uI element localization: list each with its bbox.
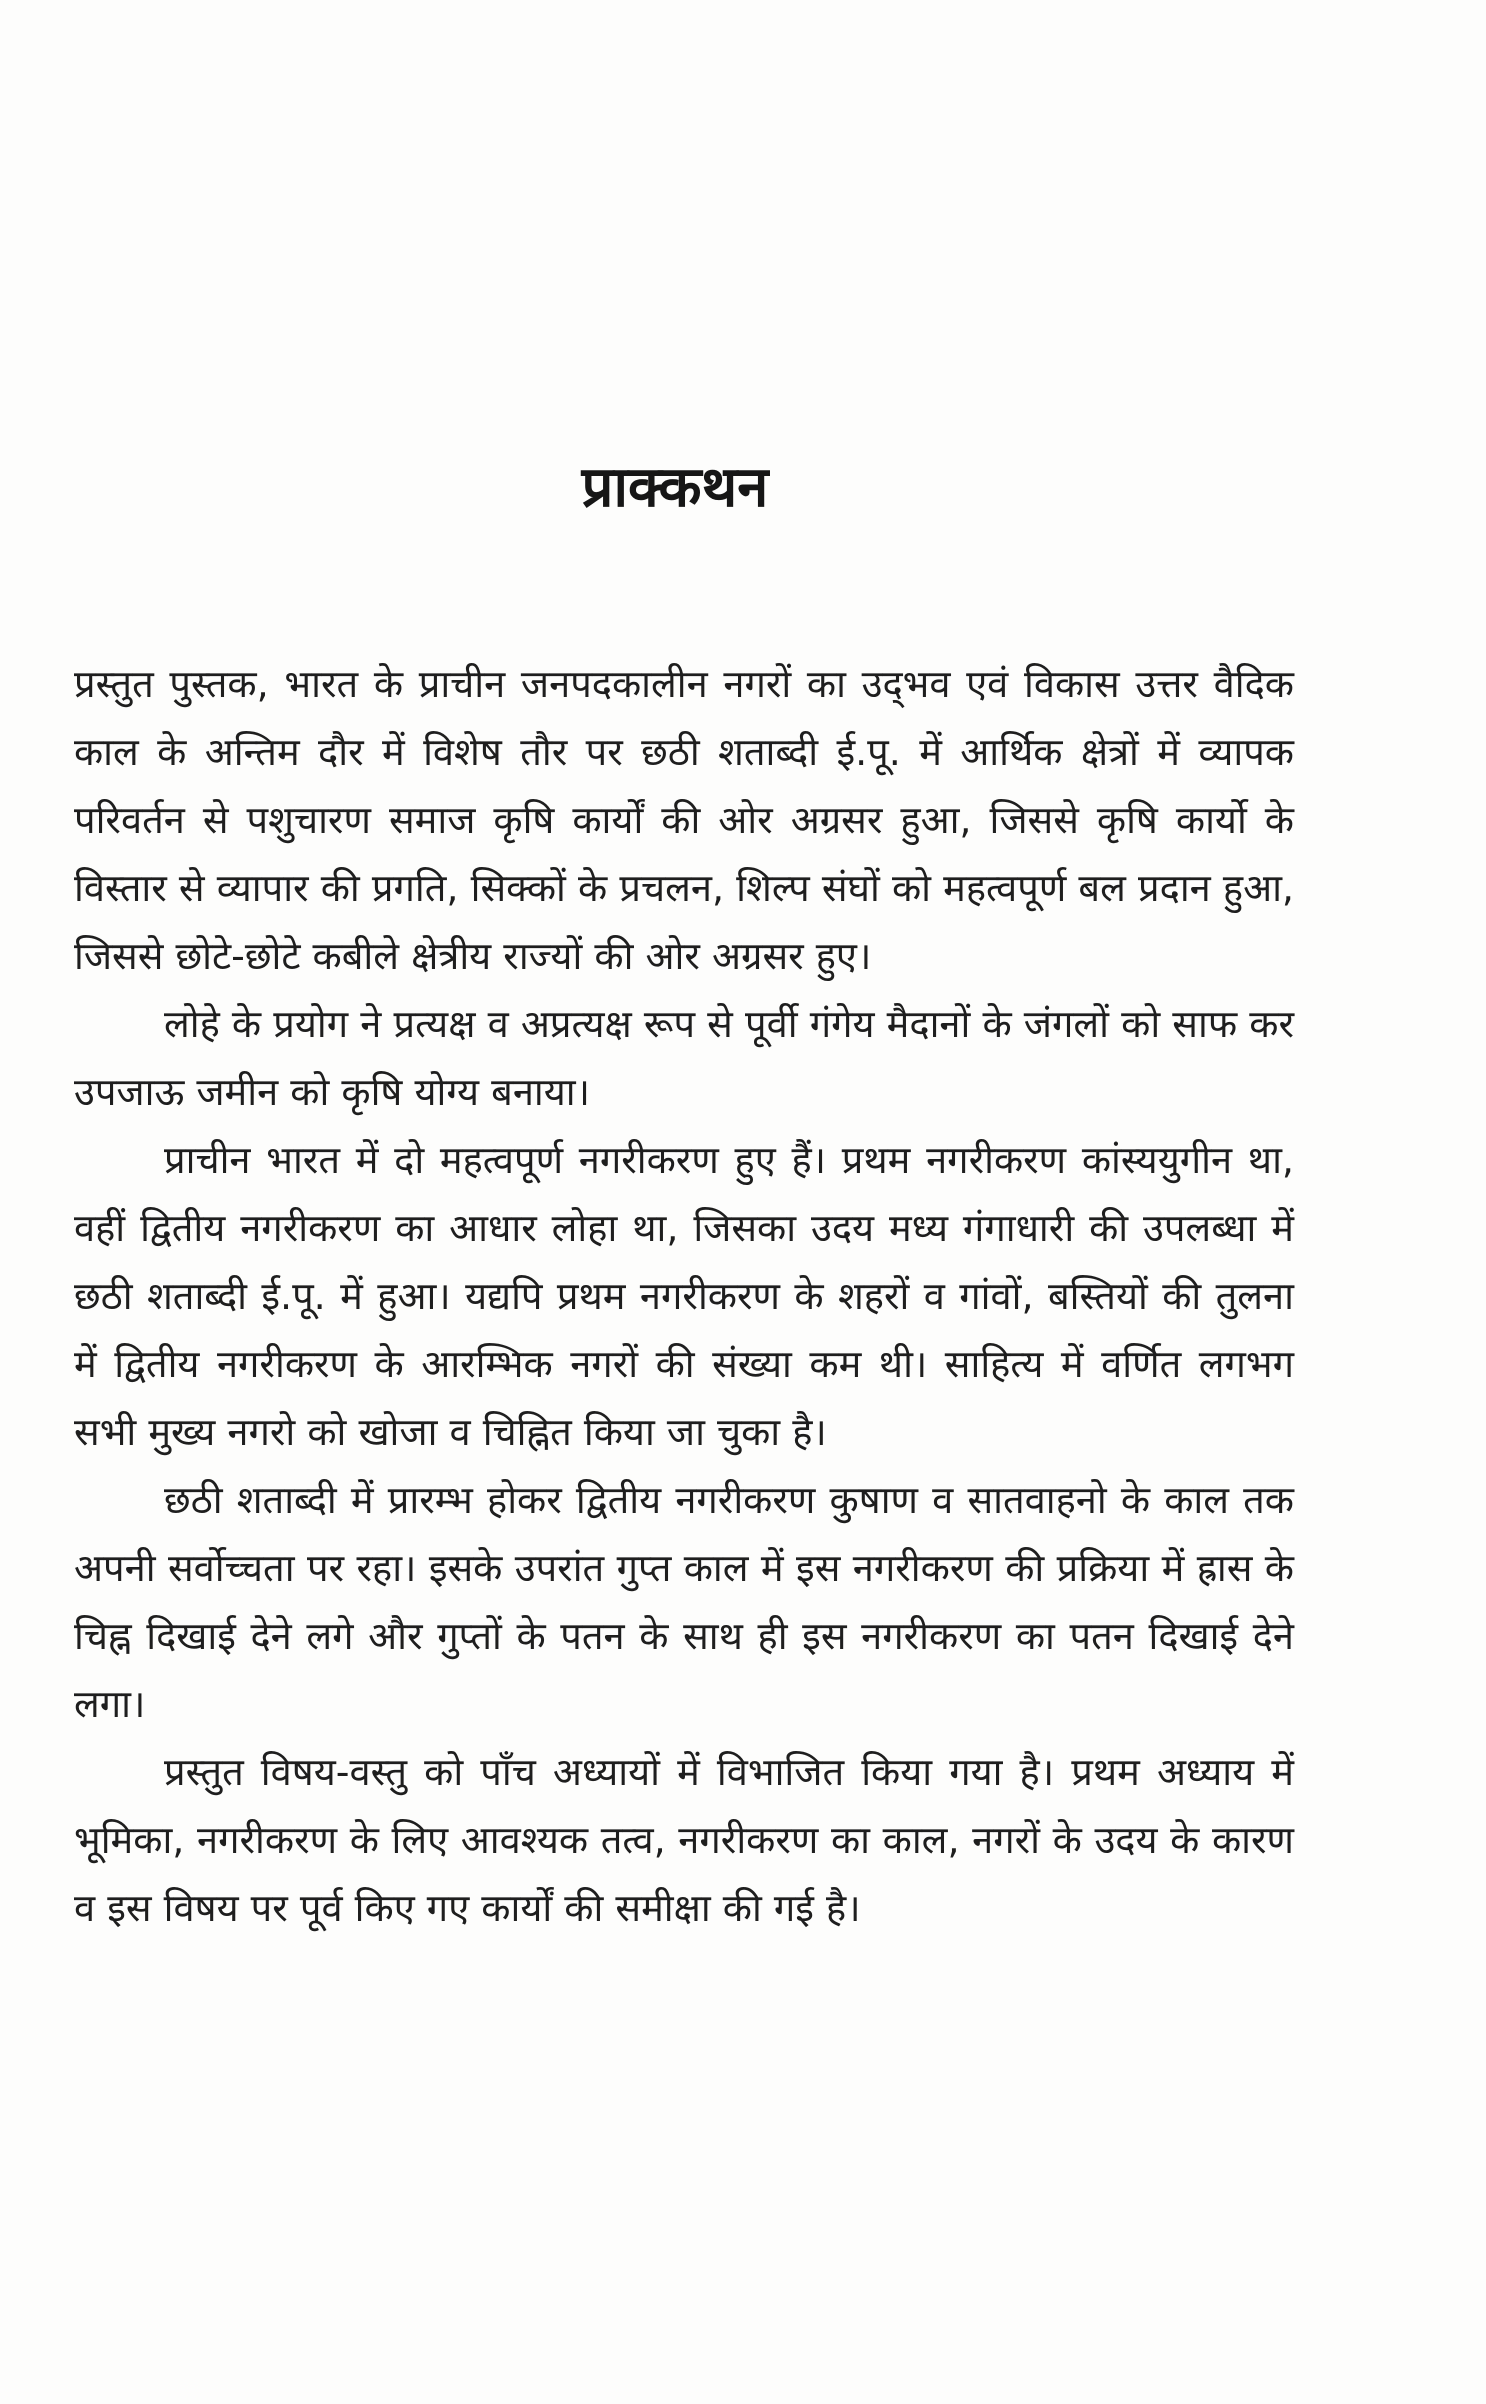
paragraph: छठी शताब्दी में प्रारम्भ होकर द्वितीय नगरीकरण कुषाण व सातवाहनो के काल तक अपनी सर्वोच्चता पर रहा। इसके उपरांत गुप्त काल में इस नगरीकरण की प्रक्रिया में ह्रास के चिह्न दिखाई देने लगे और गुप्तों के पतन के साथ ही इस नगरीकरण का पतन दिखाई देने लगा। <box>74 1478 1294 1726</box>
paragraph: लोहे के प्रयोग ने प्रत्यक्ष व अप्रत्यक्ष रूप से पूर्वी गंगेय मैदानों के जंगलों को साफ कर उपजाऊ जमीन को कृषि योग्य बनाया। <box>74 1002 1294 1114</box>
paragraph: प्राचीन भारत में दो महत्वपूर्ण नगरीकरण हुए हैं। प्रथम नगरीकरण कांस्ययुगीन था, वहीं द्वितीय नगरीकरण का आधार लोहा था, जिसका उदय मध्य गंगाधारी की उपलब्धा में छठी शताब्दी ई.पू. में हुआ। यद्यपि प्रथम नगरीकरण के शहरों व गांवों, बस्तियों की तुलना में द्वितीय नगरीकरण के आरम्भिक नगरों की संख्या कम थी। साहित्य में वर्णित लगभग सभी मुख्य नगरो को खोजा व चिह्नित किया जा चुका है। <box>74 1138 1294 1454</box>
paragraph: प्रस्तुत विषय-वस्तु को पाँच अध्यायों में विभाजित किया गया है। प्रथम अध्याय में भूमिका, नगरीकरण के लिए आवश्यक तत्व, नगरीकरण का काल, नगरों के उदय के कारण व इस विषय पर पूर्व किए गए कार्यों की समीक्षा की गई है। <box>74 1750 1294 1930</box>
body-text <box>74 650 1294 1942</box>
paragraph: प्रस्तुत पुस्तक, भारत के प्राचीन जनपदकालीन नगरों का उद्‌भव एवं विकास उत्तर वैदिक काल के अन्तिम दौर में विशेष तौर पर छठी शताब्दी ई.पू. में आर्थिक क्षेत्रों में व्यापक परिवर्तन से पशुचारण समाज कृषि कार्यों की ओर अग्रसर हुआ, जिससे कृषि कार्यो के विस्तार से व्यापार की प्रगति, सिक्कों के प्रचलन, शिल्प संघों को महत्वपूर्ण बल प्रदान हुआ, जिससे छोटे-छोटे कबीले क्षेत्रीय राज्यों की ओर अग्रसर हुए। <box>74 662 1294 978</box>
page-heading: प्राक्कथन <box>581 455 769 520</box>
